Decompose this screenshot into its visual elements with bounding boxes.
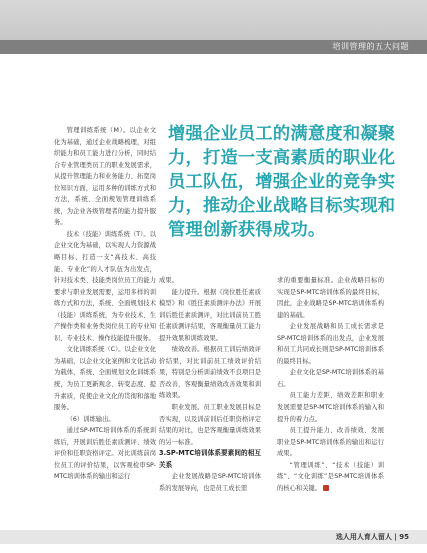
paragraph-text: “管理训练”、“技术（技能）训练”、“文化训练”是SP-MTC培训体系的核心和关键。 [277,461,384,492]
paragraph: 求的重要衡量标准。企业战略目标的实现是SP-MTC培训体系的最终目标，因此，企业战略是SP-MTC培训体系构建的基础。 [277,277,384,319]
paragraph: 成果。 [159,277,178,284]
paragraph: 技术（技能）训练系统（T）。以企业文化为基础，以实现人力资源战略目标、打造一支“高技术、高技能、专业化”的人才队伍为出发点，针对技术类、技能类岗位员工的能力要求与职业发展需要，运用多样的训练方式和方法，系统、全面规划技术（技能）训练系统，为专业技术、生产操作类和业务类岗位员工的专业知识、专业技术、操作技能提升服务。 [54,230,156,342]
paragraph: 职业发展。员工职业发展目标是否实现，以及训前训后任职资格评定结果的对比，也是客观衡量训练效果的另一标准。 [159,404,261,446]
section-heading: 3.SP-MTC培训体系要素间的相互关系 [159,449,261,469]
paragraph: 管理训练系统（M）。以企业文化为基础，通过企业战略梳理，对组织能力和员工能力进行分析，同时结合专业管理类员工的职业发展需求，从提升管理能力和业务能力、拓宽岗位知识方面，运用多种的训练方式和方法，系统、全面规划管理训练系统，为企业各级管理者的能力提升服务。 [54,127,156,227]
header-band [0,0,427,40]
running-header: 培训管理的五大问题 [332,42,409,51]
paragraph: 通过SP-MTC培训体系的系统训练后，开展训后胜任素质测评、绩效评价和任职资格评定。对比训练前岗位员工的评价结果，以客观检审SP-MTC培训体系的输出和运行 [54,427,156,481]
paragraph: 员工能力差距、绩效差距和职业发展需要是SP-MTC培训体系的输入和提升的着力点。 [277,392,384,423]
paragraph: 企业发展战略和员工成长需求是SP-MTC培训体系的出发点，企业发展和员工共同成长则是SP-MTC培训体系的最终目标。 [277,323,384,365]
paragraph: 企业发展战略是SP-MTC培训体系的发展导向，也是员工成长需 [159,473,261,492]
paragraph: 能力提升。根据《岗位胜任素质模型》和《胜任素质测评办法》开展训后胜任素质测评，对比训前员工胜任素质测评结果，客观衡量员工能力提升效果和训练效果。 [159,288,261,342]
paragraph: （6）训练输出。 [66,415,115,423]
paragraph: 员工提升能力、改善绩效、发展职业是SP-MTC培训体系的输出和运行成果。 [277,427,384,458]
paragraph: 企业文化是SP-MTC培训体系的基石。 [277,369,384,388]
paragraph: 文化训练系统（C）。以企业文化为基础，以企业文化案例和文化活动为载体，系统、全面规划文化训练系统，为员工更新观念、转变态度、提升素质，促使企业文化的贯彻和落地服务。 [54,346,156,412]
pull-quote-headline: 增强企业员工的满意度和凝聚力，打造一支高素质的职业化员工队伍，增强企业的竞争实力，推动企业战略目标实现和管理创新获得成功。 [168,124,396,240]
end-mark-icon [323,485,329,491]
text-column-1 [54,125,156,483]
page-footer: 选人用人育人留人 | 95 [335,533,409,541]
text-column-3 [277,275,384,494]
paragraph [277,460,384,495]
paragraph: 绩效改善。根据员工训后绩效评价结果，对比训前员工绩效评价结果，特别是分析训前绩效不良项目是否改善，客观衡量绩效改善效果和训练效果。 [159,346,261,400]
text-column-2 [159,275,261,494]
